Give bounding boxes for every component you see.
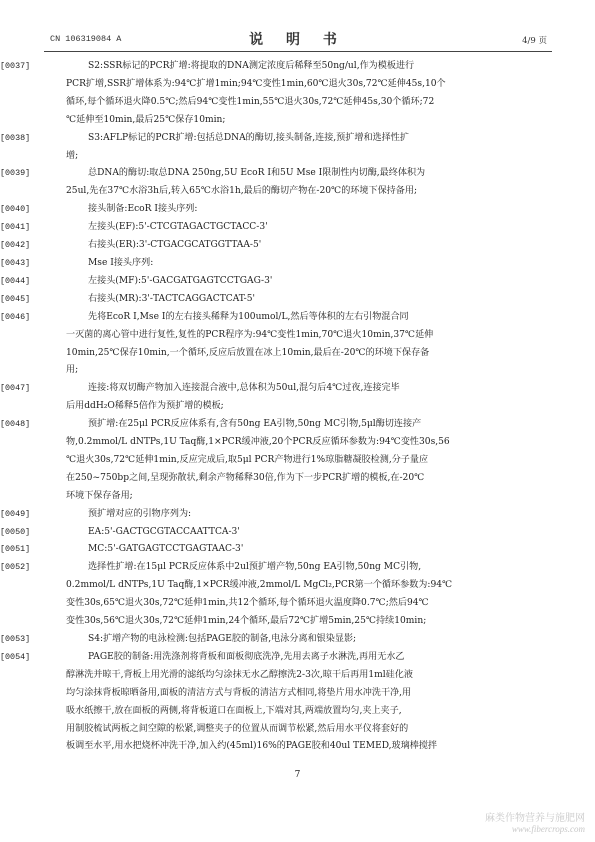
paragraph-line: ℃退火30s,72℃延伸1min,反应完成后,取5μl PCR产物进行1%琼脂糖凝胶检测,分子量应 xyxy=(66,454,429,465)
paragraph-number: [0042] xyxy=(0,240,31,251)
paragraph-line: 右接头(MR):3'-TACTCAGGACTCAT-5' xyxy=(88,293,256,304)
paragraph-line: S3:AFLP标记的PCR扩增:包括总DNA的酶切,接头制备,连接,预扩增和选择性扩 xyxy=(88,132,409,143)
paragraph-number: [0037] xyxy=(0,61,31,71)
paragraph xyxy=(0,165,554,201)
paragraph-number: [0049] xyxy=(0,508,31,519)
paragraph-line: 一灭菌的离心管中进行复性,复性的PCR程序为:94℃变性1min,70℃退火10min,37℃延伸 xyxy=(66,329,434,340)
paragraph-number: [0048] xyxy=(0,419,31,430)
paragraph-number: [0043] xyxy=(0,257,31,268)
paragraph-number: [0047] xyxy=(0,383,31,394)
paragraph-line: 接头制备:EcoR I接头序列: xyxy=(88,204,198,215)
paragraph-number: [0045] xyxy=(0,293,31,304)
header-rule xyxy=(44,51,552,52)
paragraph xyxy=(0,309,554,381)
paragraph xyxy=(0,219,554,237)
paragraph-line: S4:扩增产物的电泳检测:包括PAGE胶的制备,电泳分离和银染显影; xyxy=(88,634,357,644)
paragraph-number: [0040] xyxy=(0,204,31,215)
paragraph xyxy=(0,273,554,291)
paragraph-line: 均匀涂抹背板晾晒备用,面板的清洁方式与背板的清洁方式相同,将垫片用水冲洗干净,用 xyxy=(66,687,412,698)
paragraph-line: 用; xyxy=(66,365,79,376)
paragraph-line: 醇淋洗并晾干,背板上用光滑的滤纸均匀涂抹无水乙醇擦洗2-3次,晾干后再用1ml硅化液 xyxy=(66,669,413,680)
paragraph xyxy=(0,541,554,559)
paragraph-line: PAGE胶的制备:用洗涤剂将背板和面板彻底洗净,先用去离子水淋洗,再用无水乙 xyxy=(88,651,405,662)
paragraph-number: [0044] xyxy=(0,275,31,286)
watermark-url: www.fibercrops.com xyxy=(511,824,585,834)
paragraph-line: 预扩增对应的引物序列为: xyxy=(88,508,192,519)
paragraph xyxy=(0,237,554,255)
paragraph-number: [0038] xyxy=(0,132,31,143)
paragraph-number: [0041] xyxy=(0,222,31,233)
document-body xyxy=(0,58,554,756)
paragraph xyxy=(0,380,554,416)
paragraph-line: 吸水纸擦干,放在面板的两侧,将背板道口在面板上,下端对其,两端放置均匀,夹上夹子, xyxy=(66,705,402,716)
paragraph xyxy=(0,255,554,273)
paragraph xyxy=(0,291,554,309)
paragraph-line: 选择性扩增:在15μl PCR反应体系中2ul预扩增产物,50ng EA引物,50ng MC引物, xyxy=(88,562,422,573)
paragraph-line: 环境下保存备用; xyxy=(66,490,133,501)
paragraph-line: 变性30s,56℃退火30s,72℃延伸1min,24个循环,最后72℃扩增5min,25℃持续10min; xyxy=(66,616,427,627)
paragraph-number: [0039] xyxy=(0,168,31,179)
paragraph-line: 先将EcoR I,Mse I的左右接头稀释为100umol/L,然后等体积的左右引物混合同 xyxy=(88,311,409,322)
paragraph-line: 物,0.2mmol/L dNTPs,1U Taq酶,1×PCR缓冲液,20个PCR反应循环参数为:94℃变性30s,56 xyxy=(66,437,450,448)
paragraph xyxy=(0,201,554,219)
page-number: 7 xyxy=(294,770,301,780)
paragraph-number: [0053] xyxy=(0,634,31,644)
paragraph xyxy=(0,58,554,130)
paragraph-line: S2:SSR标记的PCR扩增:将提取的DNA测定浓度后稀释至50ng/ul,作为模板进行 xyxy=(88,61,415,71)
paragraph-number: [0052] xyxy=(0,562,31,573)
paragraph-line: 0.2mmol/L dNTPs,1U Taq酶,1×PCR缓冲液,2mmol/L MgCl₂,PCR第一个循环参数为:94℃ xyxy=(66,580,453,591)
paragraph xyxy=(0,649,554,756)
paragraph-line: 循环,每个循环退火降0.5℃;然后94℃变性1min,55℃退火30s,72℃延伸45s,30个循环;72 xyxy=(66,96,435,107)
paragraph xyxy=(0,506,554,524)
header-patent-number: CN 106319084 A xyxy=(50,34,122,44)
paragraph-line: 右接头(ER):3'-CTGACGCATGGTTAA-5' xyxy=(88,240,262,251)
paragraph-line: 左接头(EF):5'-CTCGTAGACTGCTACC-3' xyxy=(88,222,268,233)
header-page-ref: 4/9 页 xyxy=(522,36,547,46)
paragraph xyxy=(0,559,554,631)
paragraph-line: 板调至水平,用水把烧杯冲洗干净,加入约(45ml)16%的PAGE胶和40ul TEMED,玻璃棒搅拌 xyxy=(66,741,438,752)
paragraph-line: EA:5'-GACTGCGTACCAATTCA-3' xyxy=(88,526,240,537)
paragraph xyxy=(0,416,554,506)
paragraph-line: 变性30s,65℃退火30s,72℃延伸1min,共12个循环,每个循环退火温度降0.7℃;然后94℃ xyxy=(66,598,429,609)
paragraph-line: Mse I接头序列: xyxy=(88,257,154,268)
watermark-site-name: 麻类作物营养与施肥网 xyxy=(485,813,585,824)
paragraph-number: [0046] xyxy=(0,311,31,322)
paragraph-line: ℃延伸至10min,最后25℃保存10min; xyxy=(66,114,226,125)
paragraph-line: 预扩增:在25μl PCR反应体系有,含有50ng EA引物,50ng MC引物,5μl酶切连接产 xyxy=(88,419,422,430)
paragraph-line: 总DNA的酶切:取总DNA 250ng,5U EcoR I和5U Mse I限制性内切酶,最终体积为 xyxy=(88,168,426,179)
header-document-title: 说 明 书 xyxy=(249,32,346,48)
paragraph-line: 左接头(MF):5'-GACGATGAGTCCTGAG-3' xyxy=(88,275,273,286)
paragraph-line: 用制胶梳试两板之间空隙的松紧,调整夹子的位置从而调节松紧,然后用水平仪将套好的 xyxy=(66,723,409,734)
paragraph-line: 25ul,先在37℃水浴3h后,转入65℃水浴1h,最后的酶切产物在-20℃的环境下保持备用; xyxy=(66,186,418,197)
paragraph-number: [0051] xyxy=(0,544,31,555)
paragraph-line: 在250~750bp之间,呈现弥散状,剩余产物稀释30倍,作为下一步PCR扩增的模板,在-20℃ xyxy=(66,472,425,483)
paragraph xyxy=(0,524,554,542)
paragraph-line: 后用ddH₂O稀释5倍作为预扩增的模板; xyxy=(66,401,224,412)
paragraph-line: 增; xyxy=(66,150,79,161)
paragraph xyxy=(0,631,554,649)
site-watermark xyxy=(485,809,585,834)
paragraph-number: [0054] xyxy=(0,651,31,662)
paragraph-line: 连接:将双切酶产物加入连接混合液中,总体积为50ul,混匀后4℃过夜,连接完毕 xyxy=(88,383,400,394)
paragraph-line: PCR扩增,SSR扩增体系为:94℃扩增1min;94℃变性1min,60℃退火30s,72℃延伸45s,10个 xyxy=(66,78,446,89)
paragraph-number: [0050] xyxy=(0,526,31,537)
paragraph-line: MC:5'-GATGAGTCCTGAGTAAC-3' xyxy=(88,544,244,555)
paragraph-line: 10min,25℃保存10min,一个循环,反应后放置在冰上10min,最后在-20℃的环境下保存备 xyxy=(66,347,430,358)
paragraph xyxy=(0,130,554,166)
